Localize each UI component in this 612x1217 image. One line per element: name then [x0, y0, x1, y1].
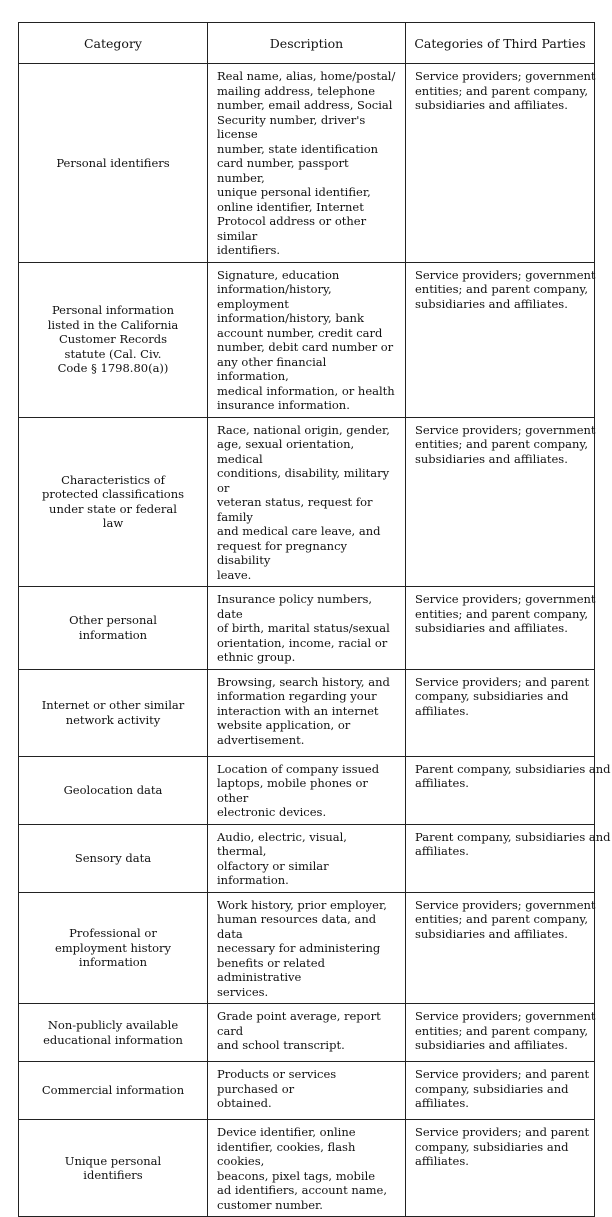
cell-text-line: entities; and parent company, [415, 1023, 589, 1038]
cell-text-line: insurance information. [217, 398, 350, 412]
description-cell [208, 587, 406, 670]
description-cell [208, 1120, 406, 1217]
cell-text-line: statute (Cal. Civ. [64, 346, 162, 361]
cell-text-line: affiliates. [415, 703, 469, 718]
cell-text-line: identifier, cookies, flash cookies, [217, 1139, 356, 1168]
cell-text-line: Products or services purchased or [217, 1067, 337, 1096]
cell-text-line: leave. [217, 567, 252, 582]
cell-text-line: mailing address, telephone [217, 83, 376, 98]
category-cell [19, 669, 208, 756]
cell-text-line: Audio, electric, visual, thermal, [217, 829, 347, 858]
cell-text-line: Service providers; government [415, 897, 596, 912]
header-category: Category [19, 23, 208, 64]
cell-text-line: and school transcript. [217, 1038, 345, 1052]
cell-text-line: Work history, prior employer, [217, 897, 387, 912]
cell-text-line: olfactory or similar information. [217, 858, 329, 887]
table-row [19, 262, 595, 417]
category-cell [19, 1004, 208, 1062]
cell-text-line: subsidiaries and affiliates. [415, 926, 568, 941]
cell-text-line: Characteristics of [61, 472, 165, 487]
cell-text-line: number, email address, Social [217, 98, 393, 112]
description-cell [208, 756, 406, 824]
cell-text-line: under state or federal [49, 501, 177, 516]
cell-text-line: Service providers; government [415, 592, 596, 606]
third-parties-cell [406, 756, 611, 824]
cell-text-line: subsidiaries and affiliates. [415, 296, 568, 311]
cell-text-line: Personal identifiers [56, 155, 170, 170]
cell-text-line: subsidiaries and affiliates. [415, 1038, 568, 1052]
cell-text-line: ad identifiers, account name, [217, 1183, 387, 1197]
category-cell [19, 1062, 208, 1120]
cell-text-line: company, subsidiaries and [415, 1139, 569, 1154]
cell-text-line: entities; and parent company, [415, 437, 589, 451]
cell-text-line: Signature, education [217, 267, 340, 282]
cell-text-line: Browsing, search history, and [217, 674, 390, 689]
description-cell [208, 262, 406, 417]
cell-text-line: affiliates. [415, 1154, 469, 1168]
third-parties-cell [406, 262, 595, 417]
cell-text-line: obtained. [217, 1096, 272, 1110]
cell-text-line: Grade point average, report card [217, 1009, 381, 1038]
cell-text-line: information/history, employment [217, 282, 332, 311]
cell-text-line: affiliates. [415, 1096, 469, 1110]
third-parties-cell [406, 1120, 595, 1217]
cell-text-line: unique personal identifier, [217, 185, 371, 199]
cell-text-line: Service providers; government [415, 1009, 596, 1023]
cell-text-line: protected classifications [41, 487, 185, 502]
table-row [19, 756, 595, 824]
description-cell [208, 669, 406, 756]
cell-text-line: human resources data, and data [217, 912, 377, 941]
cell-text-line: advertisement. [217, 732, 305, 747]
table-row [19, 1120, 595, 1217]
cell-text-line: Service providers; and parent [415, 1125, 590, 1139]
cell-text-line: online identifier, Internet [217, 199, 364, 214]
category-cell [19, 892, 208, 1004]
table-row [19, 1004, 595, 1062]
category-cell [19, 756, 208, 824]
cell-text-line: Code § 1798.80(a)) [57, 361, 169, 376]
cell-text-line: Security number, driver's license [217, 112, 366, 141]
cell-text-line: educational information [43, 1032, 183, 1047]
third-parties-cell [406, 1004, 595, 1062]
cell-text-line: Sensory data [74, 850, 152, 865]
cell-text-line: Professional or [69, 926, 157, 940]
category-cell [19, 262, 208, 417]
cell-text-line: information [78, 627, 148, 642]
cell-text-line: account number, credit card [217, 325, 383, 340]
cell-text-line: card number, passport number, [217, 156, 349, 185]
table-row [19, 892, 595, 1004]
description-cell [208, 824, 406, 892]
cell-text-line: Internet or other similar [41, 698, 185, 712]
cell-text-line: request for pregnancy disability [217, 538, 348, 567]
cell-text-line: affiliates. [415, 776, 469, 790]
cell-text-line: Protocol address or other similar [217, 214, 367, 243]
cell-text-line: Parent company, subsidiaries and [415, 829, 611, 844]
cell-text-line: listed in the California [47, 317, 179, 332]
cell-text-line: Non-publicly available [47, 1018, 179, 1032]
table-header-row [19, 23, 595, 64]
cell-text-line: number, debit card number or [217, 340, 394, 354]
cell-text-line: Other personal [69, 613, 157, 628]
table-row [19, 669, 595, 756]
description-cell [208, 417, 406, 587]
category-cell [19, 417, 208, 587]
header-third-parties: Categories of Third Parties [406, 23, 595, 64]
category-cell [19, 824, 208, 892]
cell-text-line: entities; and parent company, [415, 83, 589, 98]
description-cell [208, 892, 406, 1004]
cell-text-line: of birth, marital status/sexual [217, 621, 390, 635]
cell-text-line: number, state identification [217, 141, 379, 156]
cell-text-line: Service providers; government [415, 69, 596, 83]
category-cell [19, 64, 208, 263]
cell-text-line: interaction with an internet [217, 703, 379, 718]
cell-text-line: employment history [54, 940, 172, 955]
cell-text-line: Service providers; and parent [415, 674, 590, 689]
category-cell [19, 1120, 208, 1217]
cell-text-line: entities; and parent company, [415, 282, 589, 296]
table-row [19, 417, 595, 587]
third-parties-cell [406, 587, 595, 670]
cell-text-line: orientation, income, racial or [217, 635, 388, 650]
cell-text-line: veteran status, request for family [217, 495, 373, 524]
description-cell [208, 64, 406, 263]
cell-text-line: age, sexual orientation, medical [217, 437, 355, 466]
cell-text-line: beacons, pixel tags, mobile [217, 1168, 376, 1183]
cell-text-line: any other financial information, [217, 354, 327, 383]
header-description: Description [208, 23, 406, 64]
cell-text-line: Service providers; government [415, 267, 596, 282]
cell-text-line: subsidiaries and affiliates. [415, 98, 568, 112]
description-cell [208, 1062, 406, 1120]
cell-text-line: Service providers; government [415, 422, 596, 437]
cell-text-line: Commercial information [41, 1083, 185, 1098]
cell-text-line: subsidiaries and affiliates. [415, 451, 568, 466]
cell-text-line: entities; and parent company, [415, 606, 589, 621]
cell-text-line: Real name, alias, home/postal/ [217, 69, 396, 83]
third-parties-cell [406, 824, 611, 892]
category-cell [19, 587, 208, 670]
cell-text-line: company, subsidiaries and [415, 1081, 569, 1096]
cell-text-line: network activity [65, 712, 161, 727]
cell-text-line: Insurance policy numbers, date [217, 592, 373, 621]
cell-text-line: and medical care leave, and [217, 524, 381, 538]
table-row [19, 587, 595, 670]
cell-text-line: information/history, bank [217, 311, 364, 325]
cell-text-line: ethnic group. [217, 650, 296, 664]
cell-text-line: website application, or [217, 718, 351, 732]
cell-text-line: Service providers; and parent [415, 1067, 590, 1081]
table-row [19, 824, 595, 892]
description-cell [208, 1004, 406, 1062]
cell-text-line: Location of company issued [217, 761, 380, 776]
cell-text-line: Geolocation data [63, 782, 163, 797]
cell-text-line: services. [217, 984, 269, 999]
cell-text-line: entities; and parent company, [415, 912, 589, 926]
third-parties-cell [406, 1062, 595, 1120]
third-parties-cell [406, 669, 595, 756]
cell-text-line: company, subsidiaries and [415, 689, 569, 703]
cell-text-line: benefits or related administrative [217, 955, 325, 984]
cell-text-line: necessary for administering [217, 941, 381, 955]
cell-text-line: medical information, or health [217, 383, 395, 398]
cell-text-line: affiliates. [415, 844, 469, 858]
table-row [19, 64, 595, 263]
cell-text-line: Customer Records [58, 332, 168, 347]
cell-text-line: conditions, disability, military or [217, 466, 390, 495]
cell-text-line: identifiers. [217, 243, 281, 257]
cell-text-line: subsidiaries and affiliates. [415, 621, 568, 635]
cell-text-line: information regarding your [217, 689, 377, 703]
third-parties-cell [406, 64, 595, 263]
cell-text-line: Unique personal [64, 1153, 162, 1168]
cell-text-line: Parent company, subsidiaries and [415, 761, 611, 776]
table-row [19, 1062, 595, 1120]
third-parties-cell [406, 892, 595, 1004]
data-categories-table [18, 22, 611, 1217]
cell-text-line: identifiers [83, 1168, 143, 1182]
cell-text-line: Device identifier, online [217, 1125, 356, 1139]
cell-text-line: electronic devices. [217, 805, 327, 819]
cell-text-line: law [102, 516, 124, 531]
cell-text-line: laptops, mobile phones or other [217, 776, 368, 805]
cell-text-line: information [78, 955, 148, 969]
cell-text-line: Personal information [51, 303, 175, 318]
cell-text-line: customer number. [217, 1197, 323, 1212]
cell-text-line: Race, national origin, gender, [217, 422, 390, 437]
third-parties-cell [406, 417, 595, 587]
